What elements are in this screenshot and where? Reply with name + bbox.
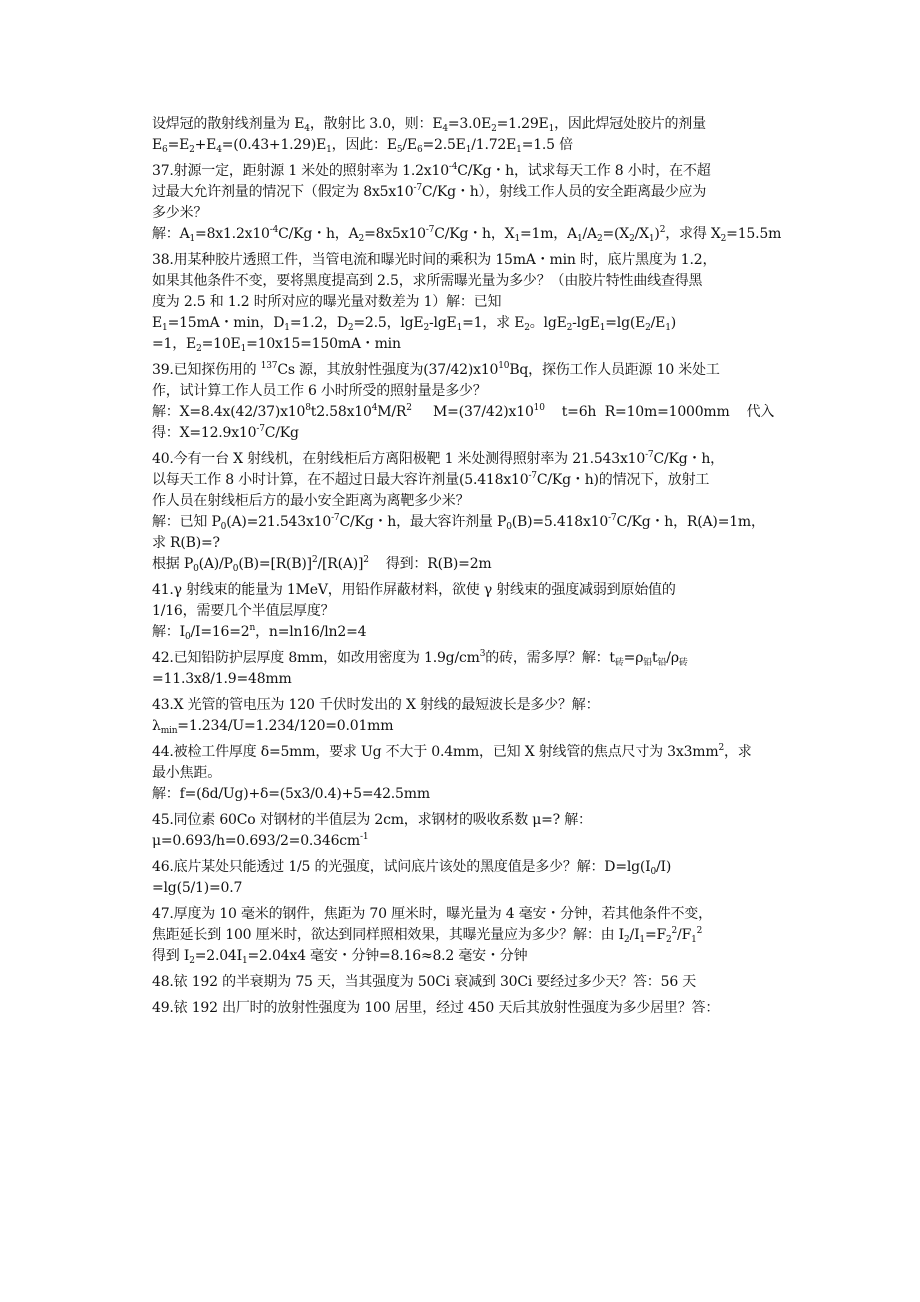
subscript: 0	[506, 522, 512, 532]
text-line	[152, 695, 772, 716]
paragraph-q46	[152, 857, 772, 899]
text-run: C/Kg・h，R(A)=1m，	[616, 514, 765, 530]
text-run: ，求	[723, 744, 752, 760]
text-run: ，因此焊冠处胶片的剂量	[554, 116, 706, 132]
text-line	[152, 810, 772, 831]
text-line	[152, 135, 772, 156]
subscript: 0	[184, 632, 191, 642]
text-run: 设焊冠的散射线剂量为 E	[152, 116, 305, 132]
text-line	[152, 313, 772, 334]
superscript: n	[249, 623, 256, 633]
subscript: 2	[629, 234, 635, 244]
text-run: 。lgE	[529, 315, 567, 331]
subscript: 2	[720, 234, 727, 244]
text-run: 46.底片某处只能透过 1/5 的光强度，试问底片该处的黑度值是多少？解：D=lg(I	[152, 859, 651, 875]
text-line	[152, 271, 772, 292]
paragraph-q49	[152, 998, 772, 1019]
text-line	[152, 491, 772, 512]
text-run: 解：I	[152, 624, 185, 640]
text-run: 得：X=12.9x10	[152, 425, 257, 441]
text-run: =lg(5/1)=0.7	[152, 880, 243, 896]
text-run: =F	[644, 927, 666, 943]
text-line	[152, 114, 772, 135]
subscript: 2	[566, 323, 573, 333]
text-run: Bq，探伤工作人员距源 10 米处工	[509, 362, 720, 378]
text-run: 解：已知 P	[152, 514, 221, 530]
text-run: ，n=ln16/ln2=4	[255, 624, 367, 640]
text-run: C/Kg・h，X	[434, 226, 515, 242]
superscript: 2	[659, 225, 666, 235]
text-line	[152, 512, 772, 533]
text-line	[152, 554, 772, 575]
text-run: t2.58x10	[310, 404, 372, 420]
text-run: 以每天工作 8 小时计算，在不超过日最大容许剂量(5.418x10	[152, 472, 529, 488]
text-run: ，因此：E	[331, 137, 397, 153]
text-run: =lg(E	[605, 315, 646, 331]
text-run: /E	[402, 137, 417, 153]
superscript: 2	[671, 926, 678, 936]
superscript: -4	[269, 225, 279, 235]
text-run: 解：f=(δd/Ug)+δ=(5x3/0.4)+5=42.5mm	[152, 786, 430, 802]
subscript: 2	[624, 935, 630, 945]
text-run: ，散射比 3.0，则：E	[309, 116, 443, 132]
text-run: 解：A	[152, 226, 190, 242]
text-run: 47.厚度为 10 毫米的钢件，焦距为 70 厘米时，曝光量为 4 毫安・分钟，若其他条件不变，	[152, 906, 712, 922]
subscript: 1	[189, 234, 196, 244]
text-run: 度为 2.5 和 1.2 时所对应的曝光量对数差为 1）解：已知	[152, 294, 502, 310]
superscript: 8	[305, 403, 311, 413]
subscript: 1	[162, 323, 168, 333]
subscript: 2	[645, 323, 651, 333]
text-run: /A	[582, 226, 597, 242]
superscript: 10	[498, 361, 510, 371]
text-line	[152, 449, 772, 470]
superscript: 2	[406, 403, 412, 413]
text-run: 40.今有一台 X 射线机，在射线柜后方离阳极靶 1 米处测得照射率为 21.543x10	[152, 451, 646, 467]
text-run: +E	[194, 137, 217, 153]
text-run: 42.已知铅防护层厚度 8mm，如改用密度为 1.9g/cm	[152, 650, 480, 666]
text-run: =1m，A	[519, 226, 577, 242]
text-line	[152, 250, 772, 271]
text-run: (B)=5.418x10	[511, 514, 609, 530]
text-run: C/Kg・h)的情况下，放射工	[536, 472, 710, 488]
text-run: =15.5m	[726, 226, 782, 242]
subscript: 铅	[657, 658, 667, 668]
text-line	[152, 470, 772, 491]
superscript: 4	[371, 403, 378, 413]
subscript: 1	[514, 234, 520, 244]
paragraph-q37	[152, 161, 782, 245]
superscript: -4	[448, 162, 458, 172]
subscript: 1	[599, 323, 606, 333]
text-run: 39.已知探伤用的	[152, 362, 261, 378]
text-run: /[R(A)]	[317, 556, 364, 572]
text-run: =3.0E	[447, 116, 492, 132]
text-line	[152, 292, 772, 313]
text-line	[152, 857, 772, 878]
text-run: =8x5x10	[364, 226, 426, 242]
subscript: 1	[241, 956, 248, 966]
paragraph-q41	[152, 580, 772, 643]
document-page	[152, 114, 782, 1024]
superscript: 3	[479, 649, 486, 659]
text-run: =1，E	[152, 336, 197, 352]
subscript: 1	[284, 323, 290, 333]
text-run: 38.用某种胶片透照工件，当管电流和曝光时间的乘积为 15mA・min 时，底片黑度为 1.2，	[152, 252, 717, 268]
subscript: 砖	[678, 658, 688, 668]
superscript: -7	[413, 183, 422, 193]
text-line	[152, 763, 772, 784]
text-run: =1，求 E	[462, 315, 525, 331]
subscript: 0	[220, 522, 227, 532]
text-run: 多少米？	[152, 205, 208, 221]
superscript: -7	[425, 225, 435, 235]
text-run: 作，试计算工作人员工作 6 小时所受的照射量是多少？	[152, 383, 487, 399]
text-run: C/Kg	[264, 425, 299, 441]
paragraph-q47	[152, 904, 772, 967]
paragraph-q48	[152, 972, 772, 993]
subscript: 2	[524, 323, 530, 333]
text-line	[152, 904, 772, 925]
subscript: 4	[442, 124, 448, 134]
text-line	[152, 224, 782, 245]
text-run: =ρ	[623, 650, 644, 666]
subscript: 2	[423, 323, 429, 333]
text-run: M=(37/42)x10	[411, 404, 534, 420]
text-run: (A)/P	[198, 556, 233, 572]
text-run: 解：X=8.4x(42/37)x10	[152, 404, 306, 420]
text-run: C/Kg・h），射线工作人员的安全距离最少应为	[421, 184, 707, 200]
subscript: 2	[347, 323, 354, 333]
text-run: /X	[634, 226, 649, 242]
text-line	[152, 601, 772, 622]
text-run: 的砖，需多厚？解：t	[485, 650, 615, 666]
paragraph-q45	[152, 810, 772, 852]
subscript: 2	[189, 956, 195, 966]
text-run: (A)=21.543x10	[226, 514, 332, 530]
text-line	[152, 716, 772, 737]
paragraph-q42	[152, 648, 772, 690]
text-line	[152, 742, 772, 763]
text-line	[152, 381, 772, 402]
text-run: 49.铱 192 出厂时的放射性强度为 100 居里，经过 450 天后其放射性强度为多少居里？答：	[152, 1000, 720, 1016]
text-run: t	[652, 650, 658, 666]
text-run: C/Kg・h，试求每天工作 8 小时，在不超	[457, 163, 711, 179]
text-line	[152, 360, 772, 381]
subscript: min	[160, 726, 178, 736]
text-run: 求 R(B)=?	[152, 535, 220, 551]
text-run: =(X	[602, 226, 630, 242]
text-run: /F	[677, 927, 692, 943]
text-line	[152, 182, 772, 203]
text-line	[152, 669, 772, 690]
text-run: 44.被检工件厚度 δ=5mm，要求 Ug 不大于 0.4mm，已知 X 射线管的焦点尺寸为 3x3mm	[152, 744, 719, 760]
text-run: Cs 源，其放射性强度为(37/42)x10	[277, 362, 499, 378]
text-run: =2.04x4 毫安・分钟=8.16≈8.2 毫安・分钟	[247, 948, 528, 964]
text-run: E	[152, 137, 163, 153]
subscript: 1	[577, 234, 583, 244]
subscript: 0	[193, 564, 199, 574]
text-run: 最小焦距。	[152, 765, 221, 781]
text-run: -lgE	[572, 315, 600, 331]
text-run: /I	[629, 927, 640, 943]
subscript: 1	[648, 234, 655, 244]
subscript: 1	[548, 124, 555, 134]
text-line	[152, 946, 772, 967]
superscript: -7	[645, 450, 654, 460]
text-line	[152, 622, 772, 643]
text-line	[152, 925, 772, 946]
text-line	[152, 784, 772, 805]
text-run: /1.72E	[471, 137, 517, 153]
text-run: E	[152, 315, 163, 331]
text-line	[152, 533, 772, 554]
text-run: 45.同位素 60Co 对钢材的半值层为 2cm，求钢材的吸收系数 μ=? 解：	[152, 812, 592, 828]
text-run: λ	[152, 718, 161, 734]
text-run: 作人员在射线柜后方的最小安全距离为离靶多少米？	[152, 493, 470, 509]
subscript: 1	[639, 935, 645, 945]
paragraph-q39	[152, 360, 775, 444]
text-run: 得到 I	[152, 948, 190, 964]
paragraph-q38	[152, 250, 772, 355]
paragraph-q43	[152, 695, 772, 737]
subscript: 1	[326, 145, 332, 155]
text-run: 48.铱 192 的半衰期为 75 天，当其强度为 50Ci 衰减到 30Ci 要经过多少天？答：56 天	[152, 974, 697, 990]
text-run: C/Kg・h，A	[278, 226, 359, 242]
subscript: 1	[691, 935, 697, 945]
text-line	[152, 972, 772, 993]
text-run: C/Kg・h，最大容许剂量 P	[339, 514, 507, 530]
superscript: 2	[363, 555, 369, 565]
subscript: 1	[465, 145, 472, 155]
text-run: =15mA・min，D	[167, 315, 285, 331]
superscript: -7	[256, 424, 265, 434]
superscript: -7	[608, 513, 617, 523]
text-run: =10E	[201, 336, 241, 352]
text-run: /I)	[656, 859, 672, 875]
text-run: =11.3x8/1.9=48mm	[152, 671, 292, 687]
text-run: /ρ	[666, 650, 679, 666]
superscript: 2	[718, 743, 724, 753]
text-run: 根据 P	[152, 556, 194, 572]
subscript: 1	[665, 323, 671, 333]
subscript: 2	[189, 145, 195, 155]
subscript: 1	[516, 145, 522, 155]
text-run: -lgE	[428, 315, 457, 331]
subscript: 4	[216, 145, 222, 155]
text-run: 如果其他条件不变，要将黑度提高到 2.5，求所需曝光量为多少？（由胶片特性曲线查得黑	[152, 273, 703, 289]
text-run: M/R	[377, 404, 407, 420]
text-line	[152, 648, 772, 669]
superscript: -7	[331, 513, 340, 523]
subscript: 4	[304, 124, 310, 134]
text-run: )	[670, 315, 676, 331]
text-run: (B)=[R(B)]	[238, 556, 312, 572]
text-run: μ=0.693/h=0.693/2=0.346cm	[152, 833, 361, 849]
subscript: 0	[232, 564, 239, 574]
subscript: 6	[416, 145, 423, 155]
text-run: =8x1.2x10	[195, 226, 270, 242]
text-run: =10x15=150mA・min	[246, 336, 401, 352]
text-line	[152, 203, 772, 224]
subscript: 5	[396, 145, 403, 155]
text-run: =2.5，lgE	[353, 315, 424, 331]
subscript: 2	[358, 234, 365, 244]
text-run: =E	[167, 137, 190, 153]
text-run: )	[654, 226, 660, 242]
subscript: 2	[665, 935, 672, 945]
superscript: 137	[260, 361, 278, 371]
text-run: 得到：R(B)=2m	[368, 556, 492, 572]
text-line	[152, 580, 772, 601]
text-line	[152, 878, 772, 899]
text-run: 1/16，需要几个半值层厚度？	[152, 603, 335, 619]
text-run: t=6h R=10m=1000mm 代入	[544, 404, 775, 420]
subscript: 0	[650, 867, 657, 877]
superscript: 2	[696, 926, 703, 936]
superscript: 10	[533, 403, 545, 413]
text-run: =(0.43+1.29)E	[221, 137, 327, 153]
paragraph-intro	[152, 114, 772, 156]
text-run: =2.5E	[422, 137, 466, 153]
text-run: 焦距延长到 100 厘米时，欲达到同样照相效果，其曝光量应为多少？解：由 I	[152, 927, 625, 943]
text-line	[152, 402, 775, 423]
paragraph-q44	[152, 742, 772, 805]
text-run: ，求得 X	[665, 226, 721, 242]
text-run: 41.γ 射线束的能量为 1MeV，用铅作屏蔽材料，欲使 γ 射线束的强度减弱到原始值的	[152, 582, 676, 598]
text-run: =1.5 倍	[521, 137, 573, 153]
text-run: C/Kg・h，	[653, 451, 724, 467]
text-run: 43.X 光管的管电压为 120 千伏时发出的 X 射线的最短波长是多少？解：	[152, 697, 600, 713]
subscript: 砖	[614, 658, 624, 668]
text-line	[152, 423, 772, 444]
superscript: -1	[360, 832, 369, 842]
text-run: =1.234/U=1.234/120=0.01mm	[177, 718, 394, 734]
subscript: 1	[240, 344, 247, 354]
subscript: 6	[162, 145, 168, 155]
superscript: -7	[528, 471, 537, 481]
text-run: 37.射源一定，距射源 1 米处的照射率为 1.2x10	[152, 163, 449, 179]
paragraph-q40	[152, 449, 772, 575]
text-line	[152, 998, 772, 1019]
text-run: 过最大允许剂量的情况下（假定为 8x5x10	[152, 184, 414, 200]
text-line	[152, 334, 772, 355]
superscript: 2	[311, 555, 318, 565]
text-line	[152, 161, 772, 182]
text-run: =1.29E	[496, 116, 549, 132]
text-run: /E	[650, 315, 666, 331]
subscript: 2	[196, 344, 202, 354]
subscript: 1	[456, 323, 463, 333]
subscript: 2	[596, 234, 603, 244]
subscript: 2	[491, 124, 497, 134]
text-run: =2.04I	[194, 948, 242, 964]
text-run: /I=16=2	[190, 624, 250, 640]
text-line	[152, 831, 772, 852]
text-run: =1.2，D	[289, 315, 348, 331]
subscript: 铅	[643, 658, 653, 668]
